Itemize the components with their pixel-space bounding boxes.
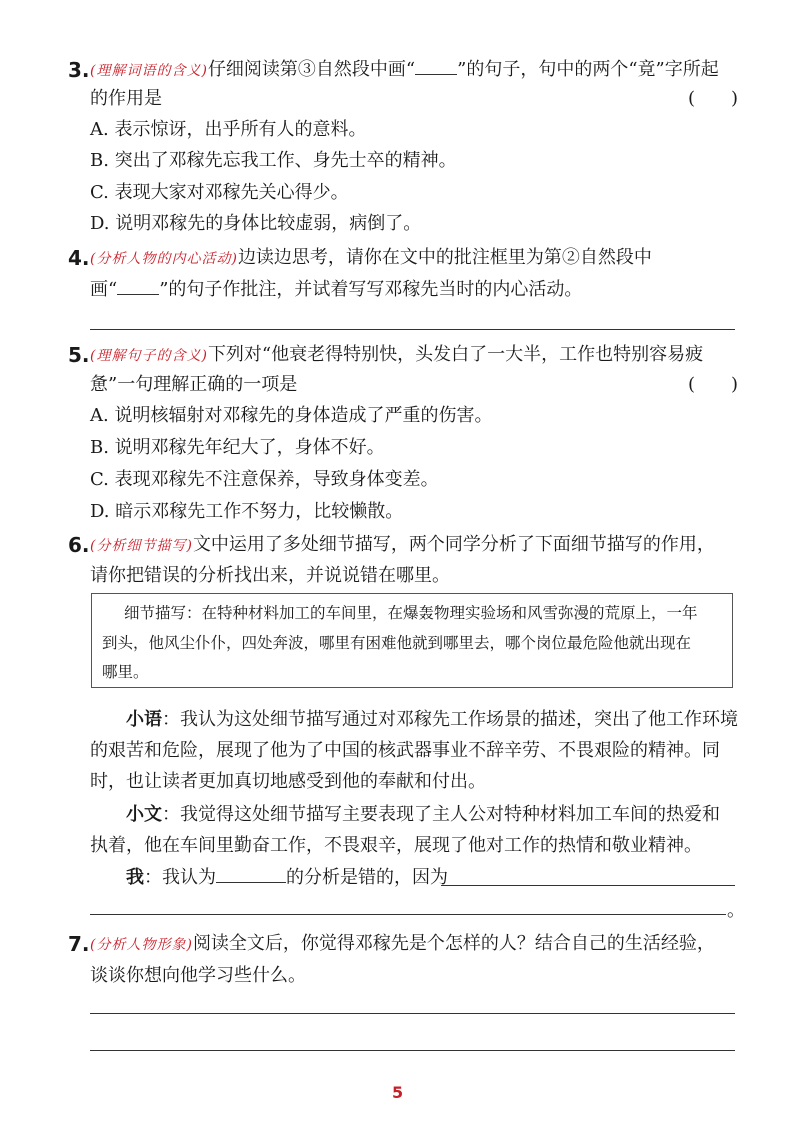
- q4-tag: (分析人物的内心活动): [90, 251, 238, 267]
- q7-answer-line-2[interactable]: [90, 1050, 735, 1051]
- q6-line2: 请你把错误的分析找出来，并说说错在哪里。: [90, 565, 450, 586]
- q3-text1b: ”的句子，句中的两个“竟”字所起: [457, 59, 719, 80]
- q5-number: 5.: [68, 343, 90, 367]
- xiaowen-name: 小文: [126, 804, 162, 825]
- me-text1: ：我认为: [144, 867, 216, 888]
- xiaoyu-line1: [126, 706, 738, 734]
- q7-answer-line-1[interactable]: [90, 1013, 735, 1014]
- q3-blank: [415, 58, 457, 75]
- xiaoyu-name: 小语: [126, 709, 162, 730]
- me-end-mark: 。: [727, 900, 745, 921]
- q5-line2: 惫”一句理解正确的一项是: [90, 374, 298, 395]
- q7-tag: (分析人物形象): [90, 937, 193, 953]
- q4-line1: [90, 244, 652, 273]
- q5-tag: (理解句子的含义): [90, 348, 208, 364]
- me-name-blank[interactable]: [216, 866, 286, 883]
- xiaoyu-line3: 时，也让读者更加真切地感受到他的奉献和付出。: [90, 771, 486, 792]
- q3-option-d[interactable]: D. 说明邓稼先的身体比较虚弱，病倒了。: [90, 213, 422, 234]
- q3-number: 3.: [68, 58, 90, 82]
- q6-text1: 文中运用了多处细节描写，两个同学分析了下面细节描写的作用，: [192, 534, 715, 555]
- q5-option-b[interactable]: B. 说明邓稼先年纪大了，身体不好。: [90, 437, 385, 458]
- q6-number: 6.: [68, 533, 90, 557]
- q7-line2: 谈谈你想向他学习些什么。: [90, 965, 306, 986]
- q3-option-a[interactable]: A. 表示惊讶，出乎所有人的意料。: [90, 119, 367, 140]
- q4-line2: [90, 276, 582, 304]
- q7-number: 7.: [68, 932, 90, 956]
- q5-line1: [90, 341, 703, 370]
- q4-answer-line[interactable]: [90, 329, 735, 330]
- me-reason-line-1[interactable]: [441, 885, 735, 886]
- q5-option-c[interactable]: C. 表现邓稼先不注意保养，导致身体变差。: [90, 469, 439, 490]
- me-reason-line-2[interactable]: [90, 914, 726, 915]
- xiaowen-text1: ：我觉得这处细节描写主要表现了主人公对特种材料加工车间的热爱和: [162, 804, 720, 825]
- q6-tag: (分析细节描写): [90, 538, 193, 554]
- q7-text1: 阅读全文后，你觉得邓稼先是个怎样的人？结合自己的生活经验，: [192, 933, 715, 954]
- q4-number: 4.: [68, 246, 90, 270]
- q4-blank: [117, 278, 159, 295]
- q3-text1: 仔细阅读第③自然段中画“: [207, 59, 416, 80]
- xiaoyu-line2: 的艰苦和危险，展现了他为了中国的核武器事业不辞辛劳、不畏艰险的精神。同: [90, 740, 720, 761]
- q5-option-d[interactable]: D. 暗示邓稼先工作不努力，比较懒散。: [90, 501, 404, 522]
- q4-text1: 边读边思考，请你在文中的批注框里为第②自然段中: [237, 247, 652, 268]
- q5-option-a[interactable]: A. 说明核辐射对邓稼先的身体造成了严重的伤害。: [90, 405, 493, 426]
- q3-option-b[interactable]: B. 突出了邓稼先忘我工作、身先士卒的精神。: [90, 150, 457, 171]
- me-text2: 的分析是错的，因为: [286, 867, 448, 888]
- q7-line1: [90, 930, 715, 959]
- q5-text1: 下列对“他衰老得特别快，头发白了一大半，工作也特别容易疲: [207, 344, 704, 365]
- page-number: 5: [392, 1083, 404, 1102]
- q5-answer-bracket[interactable]: ( ): [688, 374, 739, 395]
- q3-line1: [90, 56, 719, 85]
- xiaoyu-text1: ：我认为这处细节描写通过对邓稼先工作场景的描述，突出了他工作环境: [162, 709, 738, 730]
- detail-description-box: [91, 593, 733, 688]
- box-line-1: 细节描写：在特种材料加工的车间里，在爆轰物理实验场和风雪弥漫的荒原上，一年: [124, 604, 698, 622]
- q4-text2b: ”的句子作批注，并试着写写邓稼先当时的内心活动。: [159, 279, 583, 300]
- box-line-3: 哪里。: [102, 663, 149, 681]
- q6-line1: [90, 531, 715, 560]
- q3-option-c[interactable]: C. 表现大家对邓稼先关心得少。: [90, 182, 349, 203]
- box-line-2: 到头，他风尘仆仆，四处奔波，哪里有困难他就到哪里去，哪个岗位最危险他就出现在: [102, 634, 692, 652]
- q3-line2: 的作用是: [90, 88, 162, 109]
- xiaowen-line1: [126, 801, 720, 829]
- me-line: [126, 864, 448, 892]
- q4-text2a: 画“: [90, 279, 118, 300]
- q3-answer-bracket[interactable]: ( ): [688, 88, 739, 109]
- xiaowen-line2: 执着，他在车间里勤奋工作，不畏艰辛，展现了他对工作的热情和敬业精神。: [90, 835, 702, 856]
- q3-tag: (理解词语的含义): [90, 63, 208, 79]
- me-name: 我: [126, 867, 144, 888]
